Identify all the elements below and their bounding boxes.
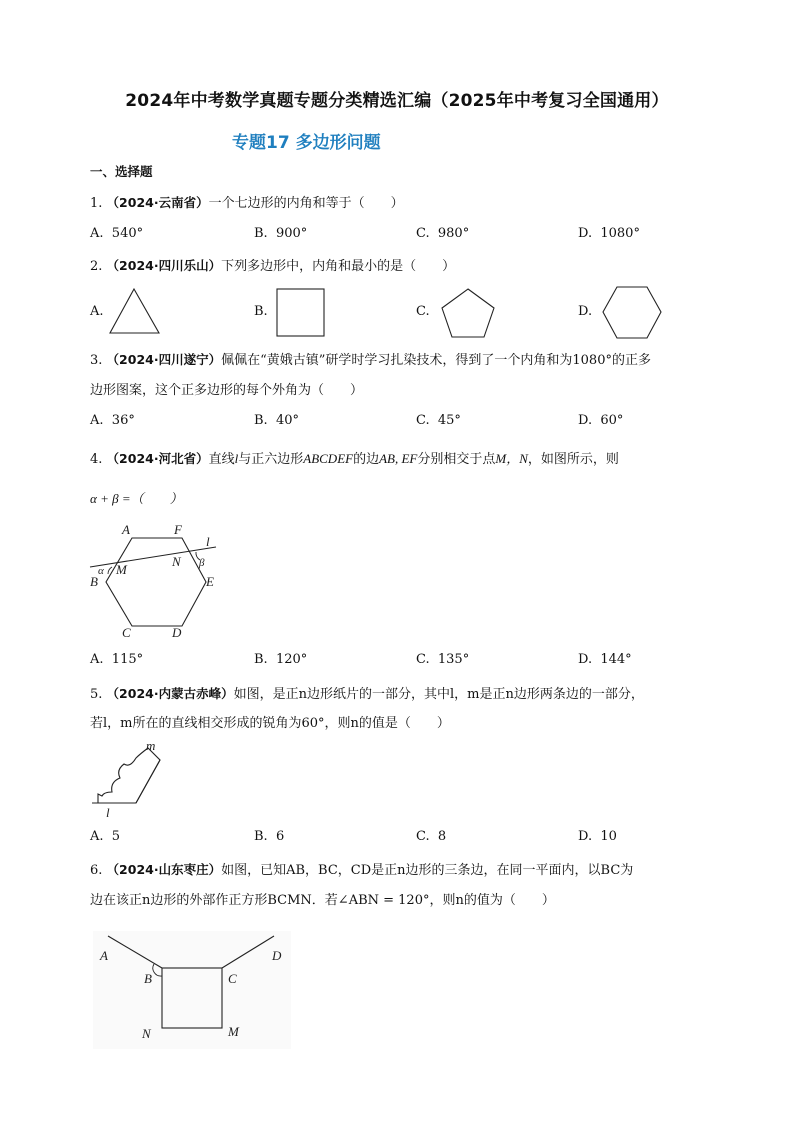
label-A: A [122, 522, 130, 537]
document-title: 2024年中考数学真题专题分类精选汇编（2025年中考复习全国通用） [125, 91, 669, 111]
question-number: 1. [90, 196, 103, 211]
q4-option-c: C. 135° [416, 652, 470, 667]
label-C: C [122, 625, 131, 640]
question-3 [90, 350, 651, 371]
label-F: F [174, 522, 182, 537]
paper-piece-figure [90, 740, 170, 820]
label-l: l [106, 805, 110, 820]
q5-option-c: C. 8 [416, 829, 447, 844]
question-1 [90, 193, 404, 214]
section-heading: 一、选择题 [90, 164, 153, 179]
hexagon-figure [601, 285, 665, 341]
q5-option-a: A. 5 [90, 829, 121, 844]
question-text: 一个七边形的内角和等于（ ） [208, 196, 404, 211]
question-5-line-2: 若l，m所在的直线相交形成的锐角为60°，则n的值是（ ） [90, 716, 450, 731]
question-6-line-2: 边在该正n边形的外部作正方形BCMN．若∠ABN = 120°，则n的值为（ ） [90, 893, 555, 908]
q1-option-a: A. 540° [90, 226, 144, 241]
question-5 [90, 684, 644, 705]
question-source: （2024·云南省） [106, 195, 209, 210]
q3-option-b: B. 40° [254, 413, 299, 428]
q1-option-c: C. 980° [416, 226, 470, 241]
question-source: （2024·内蒙古赤峰） [106, 686, 234, 701]
label-beta: β [199, 557, 205, 569]
question-source: （2024·四川遂宁） [106, 352, 222, 367]
label-l: l [206, 534, 210, 549]
label-B: B [90, 574, 98, 589]
q3-option-d: D. 60° [578, 413, 624, 428]
q1-option-b: B. 900° [254, 226, 308, 241]
label-m: m [146, 738, 156, 753]
label-D: D [172, 625, 182, 640]
q4-option-b: B. 120° [254, 652, 308, 667]
question-source: （2024·四川乐山） [106, 258, 222, 273]
question-text: 如图，是正n边形纸片的一部分，其中l，m是正n边形两条边的一部分， [233, 687, 644, 702]
label-D: D [272, 948, 282, 963]
question-text: 如图，已知AB，BC，CD是正n边形的三条边，在同一平面内，以BC为 [221, 863, 634, 878]
question-number: 4. [90, 452, 103, 467]
label-M: M [228, 1024, 239, 1039]
label-N: N [172, 554, 181, 569]
pentagon-figure [440, 287, 500, 339]
label-E: E [206, 574, 214, 589]
question-4: 4. （2024·河北省）直线l与正六边形ABCDEF的边AB, EF分别相交于点M，N，如图所示，则 [90, 451, 619, 467]
question-text: 下列多边形中，内角和最小的是（ ） [221, 259, 456, 274]
label-A: A [100, 948, 108, 963]
question-source: （2024·河北省） [106, 451, 209, 466]
q2-option-d-label: D. [578, 304, 593, 319]
square-polygon-figure [92, 930, 292, 1050]
q1-option-d: D. 1080° [578, 226, 640, 241]
q5-option-b: B. 6 [254, 829, 285, 844]
q3-option-c: C. 45° [416, 413, 461, 428]
q3-option-a: A. 36° [90, 413, 135, 428]
question-number: 6. [90, 863, 103, 878]
label-C: C [228, 971, 237, 986]
square-figure [276, 288, 326, 338]
question-source: （2024·山东枣庄） [106, 862, 222, 877]
question-3-line-2: 边形图案，这个正多边形的每个外角为（ ） [90, 383, 364, 398]
triangle-figure [108, 287, 168, 337]
label-B: B [144, 971, 152, 986]
topic-subtitle: 专题17 多边形问题 [232, 133, 381, 153]
q2-option-c-label: C. [416, 304, 430, 319]
question-4-line-2: α + β =（ ） [90, 491, 183, 506]
q4-option-a: A. 115° [90, 652, 144, 667]
question-number: 2. [90, 259, 103, 274]
label-M: M [116, 562, 127, 577]
q2-option-b-label: B. [254, 304, 268, 319]
label-alpha: α [98, 565, 104, 577]
question-text: 佩佩在“黄娥古镇”研学时学习扎染技术，得到了一个内角和为1080°的正多 [221, 353, 651, 368]
question-number: 5. [90, 687, 103, 702]
question-number: 3. [90, 353, 103, 368]
q4-option-d: D. 144° [578, 652, 632, 667]
q5-option-d: D. 10 [578, 829, 617, 844]
question-2 [90, 256, 455, 277]
hexagon-line-figure [88, 522, 238, 642]
question-6 [90, 860, 633, 881]
q2-option-a-label: A. [90, 304, 104, 319]
label-N: N [142, 1026, 151, 1041]
